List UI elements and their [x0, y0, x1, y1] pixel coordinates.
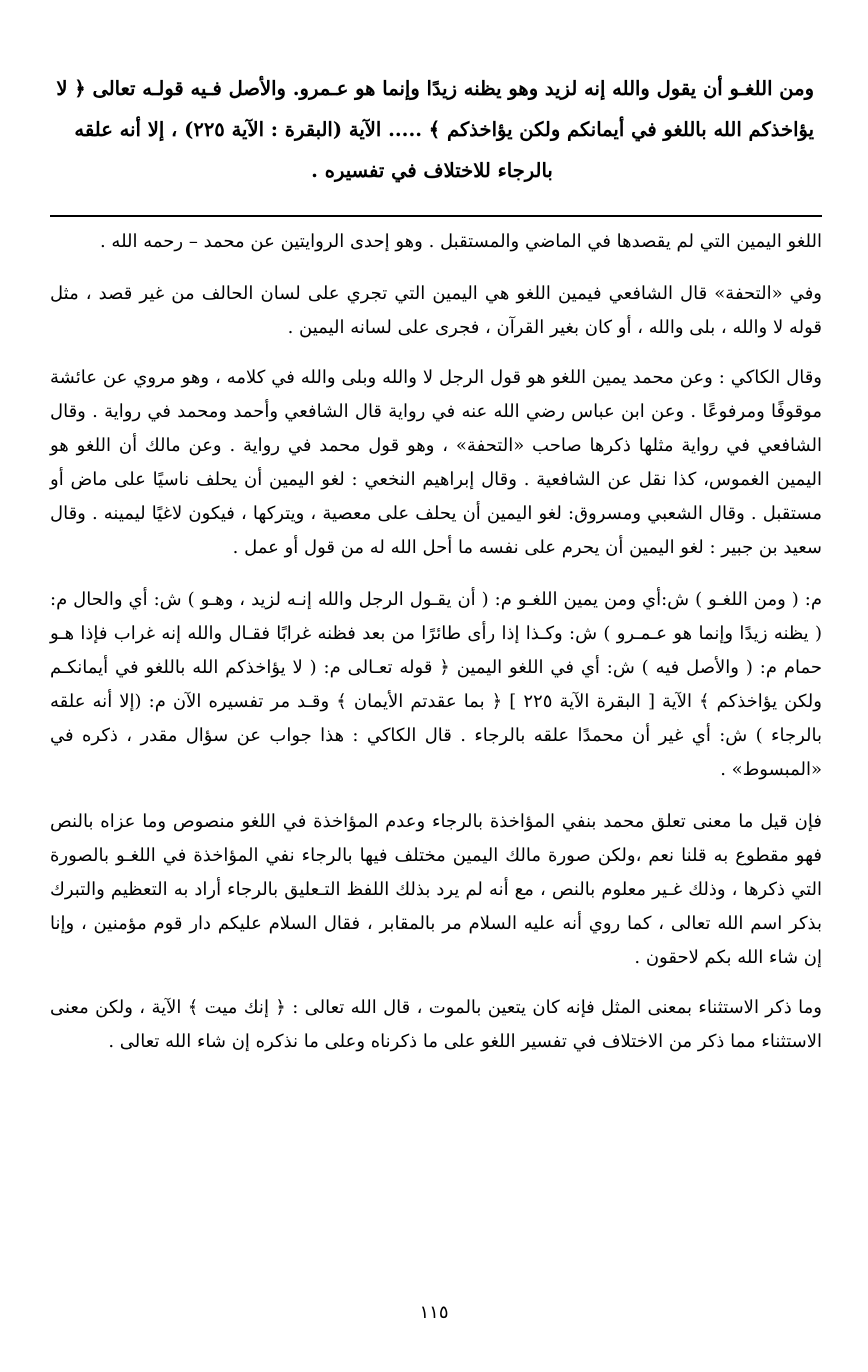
- commentary-paragraph-4: م: ( ومن اللغـو ) ش:أي ومن يمين اللغـو م: ( أن يقـول الرجل والله إنـه لزيد ، وهـو ) ش: أي والحال م: ( يظنه زيدًا وإنما هو عـمـرو ) ش: وكـذا إذا رأى طائرًا من بعد فظنه غرابًا فقـال والله إنه غراب فإذا هـو حمام م: ( والأصل فيه ) ش: أي في اللغو اليمين ﴿ قوله تعـالى م: ( لا يؤاخذكم الله باللغو في أيمانكـم ولكن يؤاخذكم ﴾ الآية [ البقرة الآية ٢٢٥ ] ﴿ بما عقدتم الأيمان ﴾ وقـد مر تفسيره الآن م: (إلا أنه علقه بالرجاء ) ش: أي غير أن محمدًا علقه بالرجاء . قال الكاكي : هذا جواب عن سؤال مقدر ، ذكره في «المبسوط» .: [50, 589, 822, 780]
- page-body: [50, 68, 822, 1059]
- separator-rule: [50, 215, 822, 217]
- page-number: ١١٥: [419, 1302, 449, 1323]
- commentary-paragraph-1: اللغو اليمين التي لم يقصدها في الماضي والمستقبل . وهو إحدى الروايتين عن محمد – رحمه الله .: [99, 231, 822, 252]
- matn-text: [50, 68, 822, 191]
- matn-line-2: يؤاخذكم الله باللغو في أيمانكم ولكن يؤاخذكم ﴾ ..... الآية (البقرة : الآية ٢٢٥) ، إلا أنه علقه: [74, 118, 814, 141]
- commentary-paragraph-6: وما ذكر الاستثناء بمعنى المثل فإنه كان يتعين بالموت ، قال الله تعالى : ﴿ إنك ميت ﴾ الآية ، ولكن معنى الاستثناء مما ذكر من الاختلاف في تفسير اللغو على ما ذكرناه وعلى ما نذكره إن شاء الله تعالى .: [50, 997, 822, 1052]
- matn-line-3: بالرجاء للاختلاف في تفسيره .: [311, 159, 553, 182]
- commentary-paragraph-5: فإن قيل ما معنى تعلق محمد بنفي المؤاخذة بالرجاء وعدم المؤاخذة في اللغو منصوص وما عزاه بالنص فهو مقطوع به قلنا نعم ،ولكن صورة مالك اليمين مختلف فيها بالرجاء نفي المؤاخذة في اللغـو بالصورة التي ذكرها ، وذلك غـير معلوم بالنص ، مع أنه لم يرد بذلك اللفظ التـعليق بالرجاء أراد به التعظيم والتبرك بذكر اسم الله تعالى ، كما روي أنه عليه السلام مر بالمقابر ، فقال السلام عليكم دار قوم مؤمنين ، وإنا إن شاء الله بكم لاحقون .: [50, 811, 822, 968]
- matn-line-1: ومن اللغـو أن يقول والله إنه لزيد وهو يظنه زيدًا وإنما هو عـمرو. والأصل فـيه قولـه تعالى ﴿ لا: [56, 77, 814, 100]
- commentary-paragraph-3: وقال الكاكي : وعن محمد يمين اللغو هو قول الرجل لا والله وبلى والله في كلامه ، وهو مروي عن عائشة موقوفًا ومرفوعًا . وعن ابن عباس رضي الله عنه في رواية قال الشافعي وأحمد ومحمد في رواية . وقال الشافعي في رواية مثلها ذكرها صاحب «التحفة» ، وهو قول محمد في رواية . وعن مالك أن اللغو هو اليمين الغموس، كذا نقل عن الشافعية . وقال إبراهيم النخعي : لغو اليمين أن يحلف ناسيًا على ماض أو مستقبل . وقال الشعبي ومسروق: لغو اليمين أن يحلف على معصية ، ويتركها ، فيكون لاغيًا ليمينه . وقال سعيد بن جبير : لغو اليمين أن يحرم على نفسه ما أحل الله له من قول أو عمل .: [50, 367, 822, 558]
- commentary-paragraph-2: وفي «التحفة» قال الشافعي فيمين اللغو هي اليمين التي تجري على لسان الحالف من غير قصد ، مثل قوله لا والله ، بلى والله ، أو كان بغير القرآن ، فجرى على لسانه اليمين .: [50, 283, 822, 338]
